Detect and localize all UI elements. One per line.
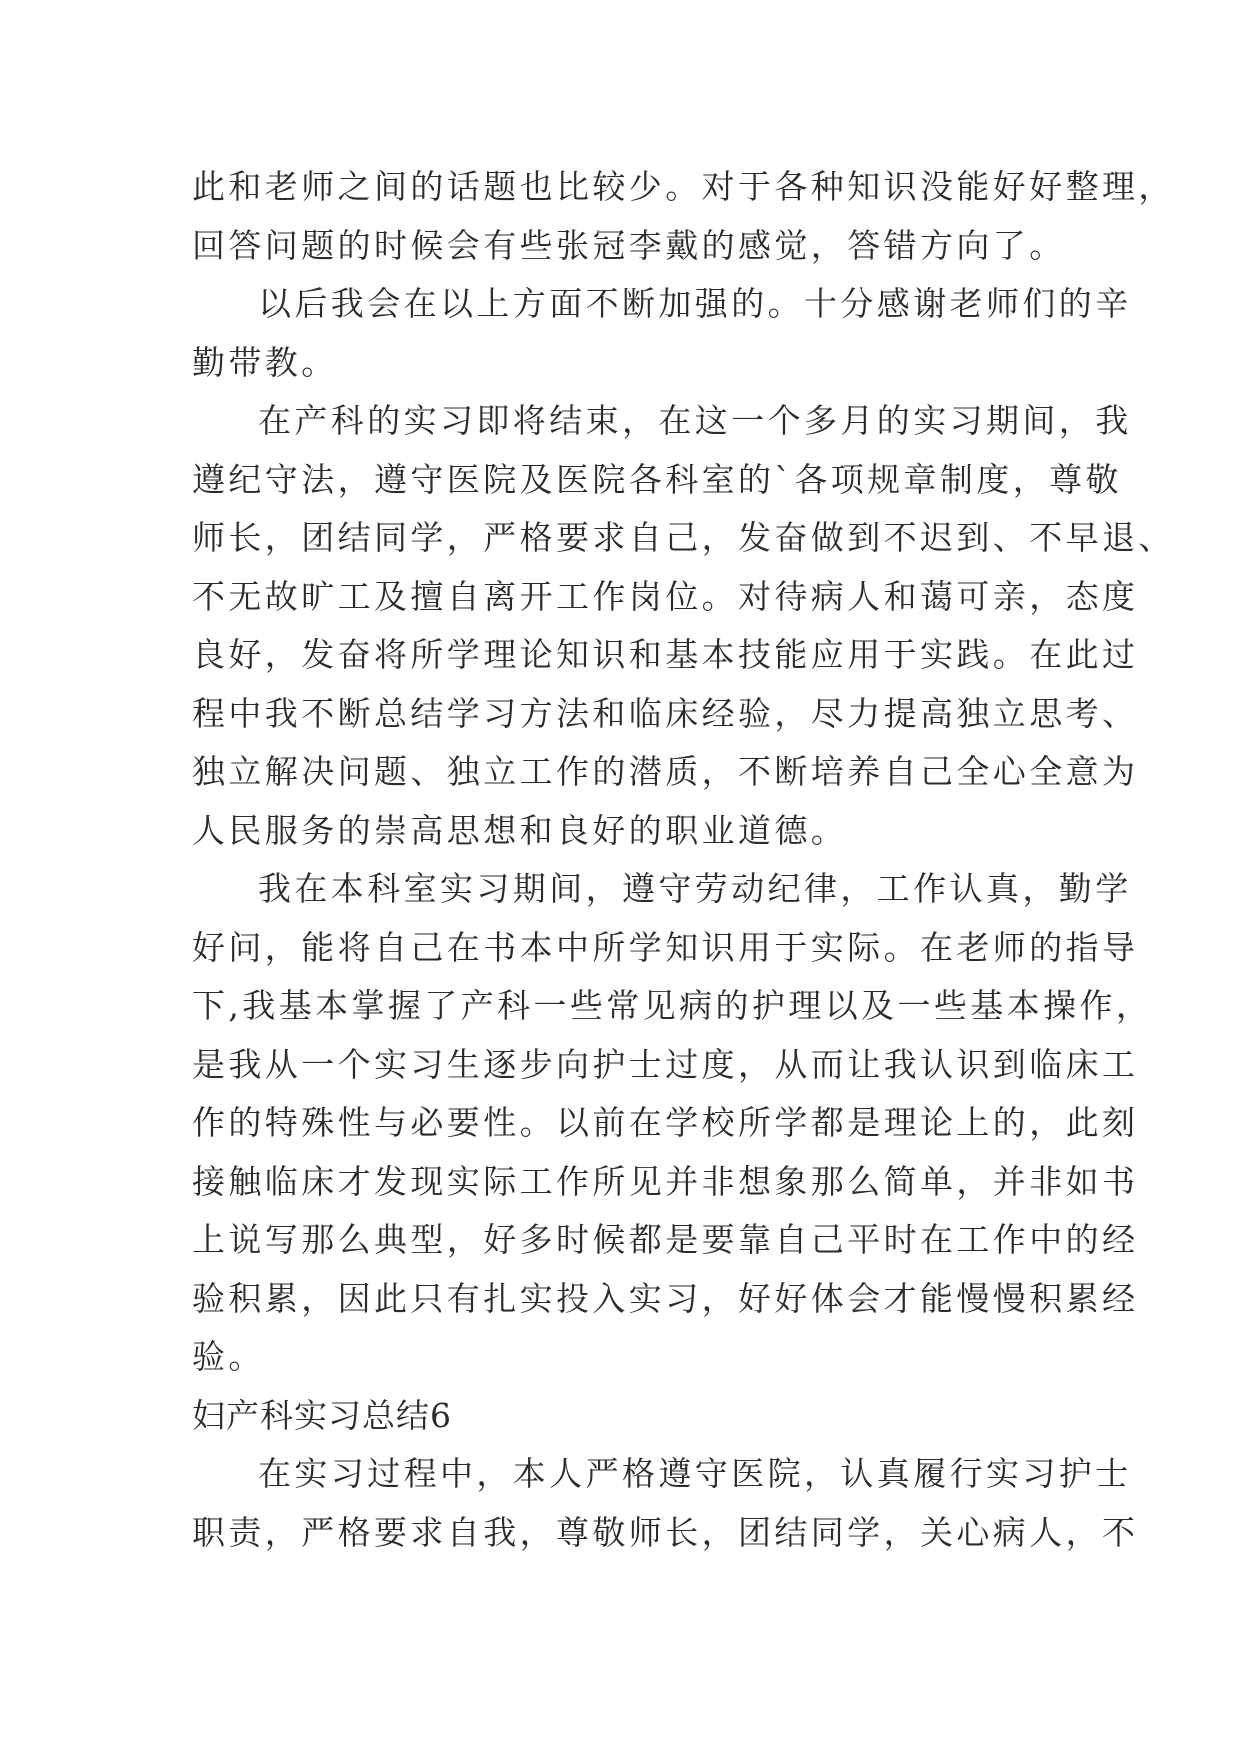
text-line: 此和老师之间的话题也比较少。对于各种知识没能好好整理， bbox=[192, 167, 1175, 206]
text-line: 我在本科室实习期间，遵守劳动纪律，工作认真，勤学 bbox=[258, 869, 1132, 908]
text-line: 遵纪守法，遵守医院及医院各科室的`各项规章制度，尊敬 bbox=[192, 459, 1122, 499]
text-line: 职责，严格要求自我，尊敬师长，团结同学，关心病人，不 bbox=[192, 1512, 1139, 1552]
text-line: 勤带教。 bbox=[192, 342, 338, 382]
text-line: 师长，团结同学，严格要求自己，发奋做到不迟到、不早退、 bbox=[192, 518, 1175, 557]
text-line: 上说写那么典型，好多时候都是要靠自己平时在工作中的经 bbox=[192, 1220, 1139, 1259]
text-line: 人民服务的崇高思想和良好的职业道德。 bbox=[192, 810, 848, 850]
text-line: 良好，发奋将所学理论知识和基本技能应用于实践。在此过 bbox=[192, 635, 1139, 674]
text-line: 作的特殊性与必要性。以前在学校所学都是理论上的，此刻 bbox=[192, 1103, 1139, 1142]
section-heading: 妇产科实习总结6 bbox=[192, 1395, 452, 1435]
text-line: 验积累，因此只有扎实投入实习，好好体会才能慢慢积累经 bbox=[192, 1278, 1139, 1318]
text-line: 回答问题的时候会有些张冠李戴的感觉，答错方向了。 bbox=[192, 225, 1066, 265]
text-line: 程中我不断总结学习方法和临床经验，尽力提高独立思考、 bbox=[192, 693, 1139, 733]
text-line: 以后我会在以上方面不断加强的。十分感谢老师们的辛 bbox=[258, 284, 1132, 323]
text-line: 在产科的实习即将结束，在这一个多月的实习期间，我 bbox=[258, 401, 1132, 440]
text-line: 在实习过程中，本人严格遵守医院，认真履行实习护士 bbox=[258, 1454, 1132, 1493]
document-body bbox=[192, 158, 1175, 1562]
text-line: 接触临床才发现实际工作所见并非想象那么简单，并非如书 bbox=[192, 1161, 1139, 1201]
text-line: 是我从一个实习生逐步向护士过度，从而让我认识到临床工 bbox=[192, 1044, 1139, 1084]
text-line: 不无故旷工及擅自离开工作岗位。对待病人和蔼可亲，态度 bbox=[192, 576, 1139, 616]
text-line: 验。 bbox=[192, 1337, 265, 1376]
text-line: 好问，能将自己在书本中所学知识用于实际。在老师的指导 bbox=[192, 927, 1139, 967]
text-line: 下,我基本掌握了产科一些常见病的护理以及一些基本操作， bbox=[192, 986, 1153, 1025]
text-line: 独立解决问题、独立工作的潜质，不断培养自己全心全意为 bbox=[192, 752, 1139, 791]
